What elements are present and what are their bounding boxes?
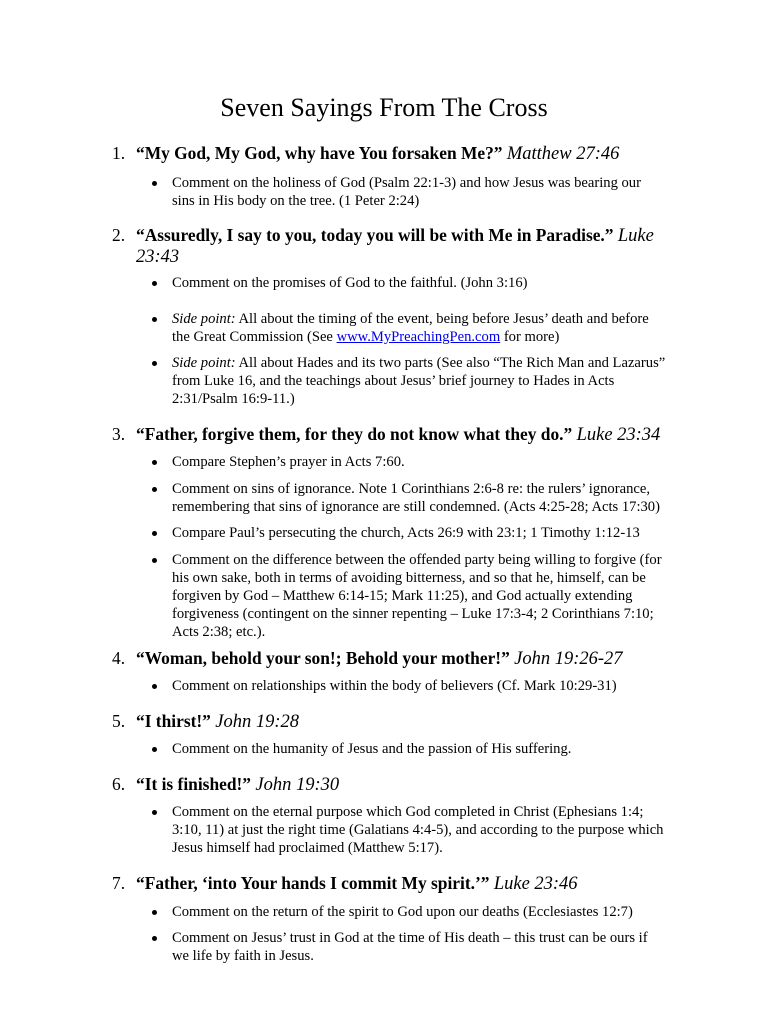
page-title: Seven Sayings From The Cross (220, 93, 548, 122)
bullet-text: Comment on the promises of God to the faithful. (John 3:16) (172, 275, 528, 291)
bullet-item (156, 677, 666, 695)
bullet-text: All about the timing of the event, being before Jesus’ death and before the Great Commission (See (172, 311, 649, 345)
bullet-dot (152, 317, 157, 322)
bullet-item (156, 354, 666, 408)
bullet-dot (152, 460, 157, 465)
scripture-reference: John 19:30 (255, 775, 340, 795)
scripture-reference: John 19:26-27 (514, 649, 623, 669)
bullet-dot (152, 181, 157, 186)
scripture-reference: Luke 23:34 (576, 425, 661, 445)
saying-6 (112, 774, 672, 795)
bullet-item (156, 929, 666, 965)
bullet-text: Comment on Jesus’ trust in God at the time of His death – this trust can be ours if we life by faith in Jesus. (172, 930, 648, 964)
bullet-text: Compare Stephen’s prayer in Acts 7:60. (172, 454, 405, 470)
bullet-item (156, 453, 666, 471)
saying-quote: “Assuredly, I say to you, today you will be with Me in Paradise.” (136, 225, 614, 245)
bullet-dot (152, 810, 157, 815)
bullet-dot (152, 281, 157, 286)
saying-quote: “My God, My God, why have You forsaken Me?” (136, 143, 503, 163)
bullet-dot (152, 558, 157, 563)
side-point-label: Side point: (172, 311, 236, 327)
bullet-item (156, 174, 666, 210)
saying-number: 6. (112, 774, 126, 794)
saying-quote: “Woman, behold your son!; Behold your mother!” (136, 648, 510, 668)
bullet-item (156, 274, 666, 292)
scripture-reference: Luke 23:43 (136, 226, 654, 267)
bullet-item (156, 524, 666, 542)
bullet-dot (152, 910, 157, 915)
bullet-text: Comment on the difference between the offended party being willing to forgive (for his own sake, both in terms of avoiding bitterness, and so that he, himself, can be forgiven by God – Matthew 6:14-15; Mark 11:25), and God actually extending forgiveness (contingent on the sinner repenting – Luke 17:3-4; 2 Corinthians 7:10; Acts 2:38; etc.). (172, 552, 662, 640)
bullet-text-suffix: for more) (500, 329, 560, 345)
bullet-text: Comment on the holiness of God (Psalm 22:1-3) and how Jesus was bearing our sins in His body on the tree. (1 Peter 2:24) (172, 175, 641, 209)
saying-number: 1. (112, 143, 126, 163)
bullet-text: Comment on the humanity of Jesus and the passion of His suffering. (172, 741, 572, 757)
saying-number: 4. (112, 648, 126, 668)
saying-number: 7. (112, 873, 126, 893)
side-point-label: Side point: (172, 355, 236, 371)
saying-quote: “Father, forgive them, for they do not know what they do.” (136, 424, 573, 444)
bullet-item (156, 310, 666, 346)
bullet-item (156, 803, 666, 857)
bullet-item (156, 740, 666, 758)
bullet-dot (152, 531, 157, 536)
saying-quote: “I thirst!” (136, 711, 211, 731)
saying-quote: “Father, ‘into Your hands I commit My spirit.’” (136, 873, 490, 893)
scripture-reference: Luke 23:46 (493, 874, 578, 894)
saying-2 (112, 225, 672, 267)
saying-3 (112, 424, 672, 445)
saying-5 (112, 711, 672, 732)
saying-number: 2. (112, 225, 126, 245)
scripture-reference: John 19:28 (215, 712, 299, 732)
saying-number: 3. (112, 424, 126, 444)
bullet-item (156, 480, 666, 516)
saying-quote: “It is finished!” (136, 774, 251, 794)
bullet-dot (152, 361, 157, 366)
website-link[interactable]: www.MyPreachingPen.com (336, 329, 501, 345)
bullet-dot (152, 936, 157, 941)
scripture-reference: Matthew 27:46 (506, 144, 620, 164)
bullet-item (156, 551, 666, 641)
bullet-text: Comment on relationships within the body of believers (Cf. Mark 10:29-31) (172, 678, 617, 694)
bullet-text: All about Hades and its two parts (See also “The Rich Man and Lazarus” from Luke 16, and the teachings about Jesus’ brief journey to Hades in Acts 2:31/Psalm 16:9-11.) (172, 355, 666, 407)
bullet-text: Comment on the eternal purpose which God completed in Christ (Ephesians 1:4; 3:10, 11) at just the right time (Galatians 4:4-5), and according to the purpose which Jesus himself had proclaimed (Matthew 5:17). (172, 804, 664, 856)
saying-1 (112, 143, 672, 164)
bullet-text: Compare Paul’s persecuting the church, Acts 26:9 with 23:1; 1 Timothy 1:12-13 (172, 525, 640, 541)
saying-4 (112, 648, 672, 669)
bullet-dot (152, 747, 157, 752)
bullet-item (156, 903, 666, 921)
bullet-text: Comment on the return of the spirit to God upon our deaths (Ecclesiastes 12:7) (172, 904, 633, 920)
bullet-dot (152, 487, 157, 492)
bullet-dot (152, 684, 157, 689)
saying-number: 5. (112, 711, 126, 731)
saying-7 (112, 873, 672, 894)
bullet-text: Comment on sins of ignorance. Note 1 Corinthians 2:6-8 re: the rulers’ ignorance, remembering that sins of ignorance are still condemned. (Acts 4:25-28; Acts 17:30) (172, 481, 660, 515)
